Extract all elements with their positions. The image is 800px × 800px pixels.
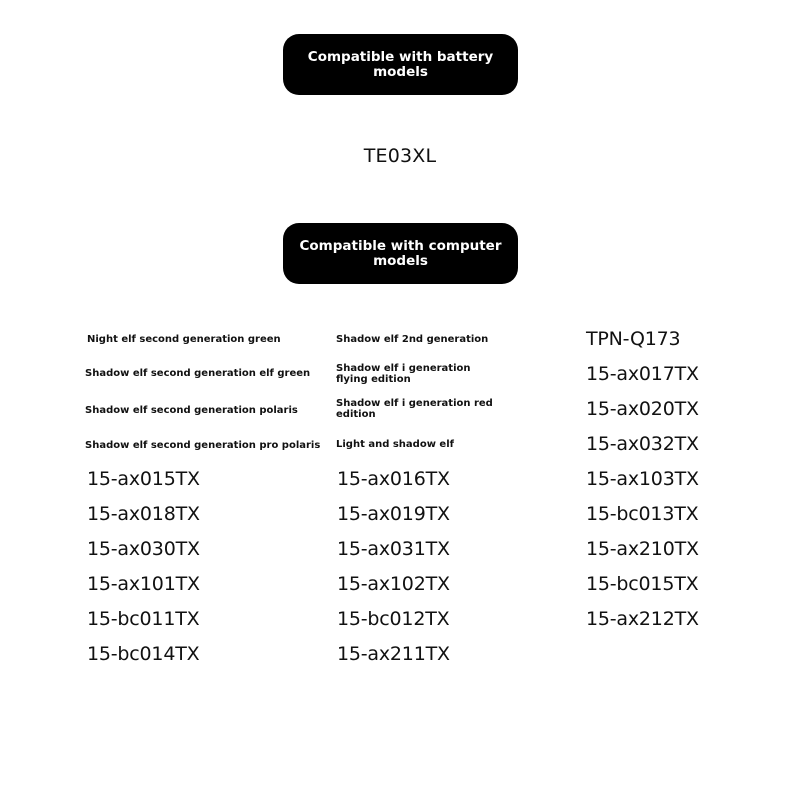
computer-model-col3-item: 15-ax212TX	[586, 608, 699, 630]
computer-models-header-label: Compatible with computer models	[299, 237, 502, 269]
computer-model-col3-item: 15-ax210TX	[586, 538, 699, 560]
computer-model-col2-item: 15-ax211TX	[337, 643, 450, 665]
computer-model-col1-item: Shadow elf second generation polaris	[85, 404, 298, 416]
battery-models-header-label: Compatible with battery models	[307, 48, 494, 80]
computer-model-col1-item: 15-bc014TX	[87, 643, 200, 665]
computer-model-col1-item: 15-ax015TX	[87, 468, 200, 490]
computer-model-col2-item: 15-ax016TX	[337, 468, 450, 490]
computer-model-col1-item: 15-ax030TX	[87, 538, 200, 560]
computer-model-col2-item: 15-bc012TX	[337, 608, 450, 630]
computer-model-col3-item: 15-ax017TX	[586, 363, 699, 385]
computer-models-header	[283, 223, 518, 284]
computer-model-col2-item: Shadow elf 2nd generation	[336, 333, 489, 345]
computer-model-col3-item: 15-ax032TX	[586, 433, 699, 455]
computer-model-col2-item: Shadow elf i generation red edition	[336, 398, 493, 420]
computer-model-col3-item: 15-ax103TX	[586, 468, 699, 490]
battery-models-header	[283, 34, 518, 95]
computer-model-col2-item: Light and shadow elf	[336, 438, 454, 450]
computer-model-col1-item: Shadow elf second generation elf green	[85, 367, 311, 379]
computer-model-col1-item: Shadow elf second generation pro polaris	[85, 439, 321, 451]
computer-model-col1-item: Night elf second generation green	[87, 333, 281, 345]
computer-model-col3-item: 15-bc015TX	[586, 573, 699, 595]
computer-model-col2-item: 15-ax031TX	[337, 538, 450, 560]
battery-model-te03xl: TE03XL	[363, 145, 437, 167]
computer-model-col2-item: 15-ax102TX	[337, 573, 450, 595]
computer-model-col2-item: Shadow elf i generation flying edition	[336, 363, 471, 385]
computer-model-col3-item: TPN-Q173	[586, 328, 681, 350]
computer-model-col3-item: 15-ax020TX	[586, 398, 699, 420]
computer-model-col1-item: 15-bc011TX	[87, 608, 200, 630]
computer-model-col2-item: 15-ax019TX	[337, 503, 450, 525]
computer-model-col1-item: 15-ax018TX	[87, 503, 200, 525]
computer-model-col3-item: 15-bc013TX	[586, 503, 699, 525]
computer-model-col1-item: 15-ax101TX	[87, 573, 200, 595]
